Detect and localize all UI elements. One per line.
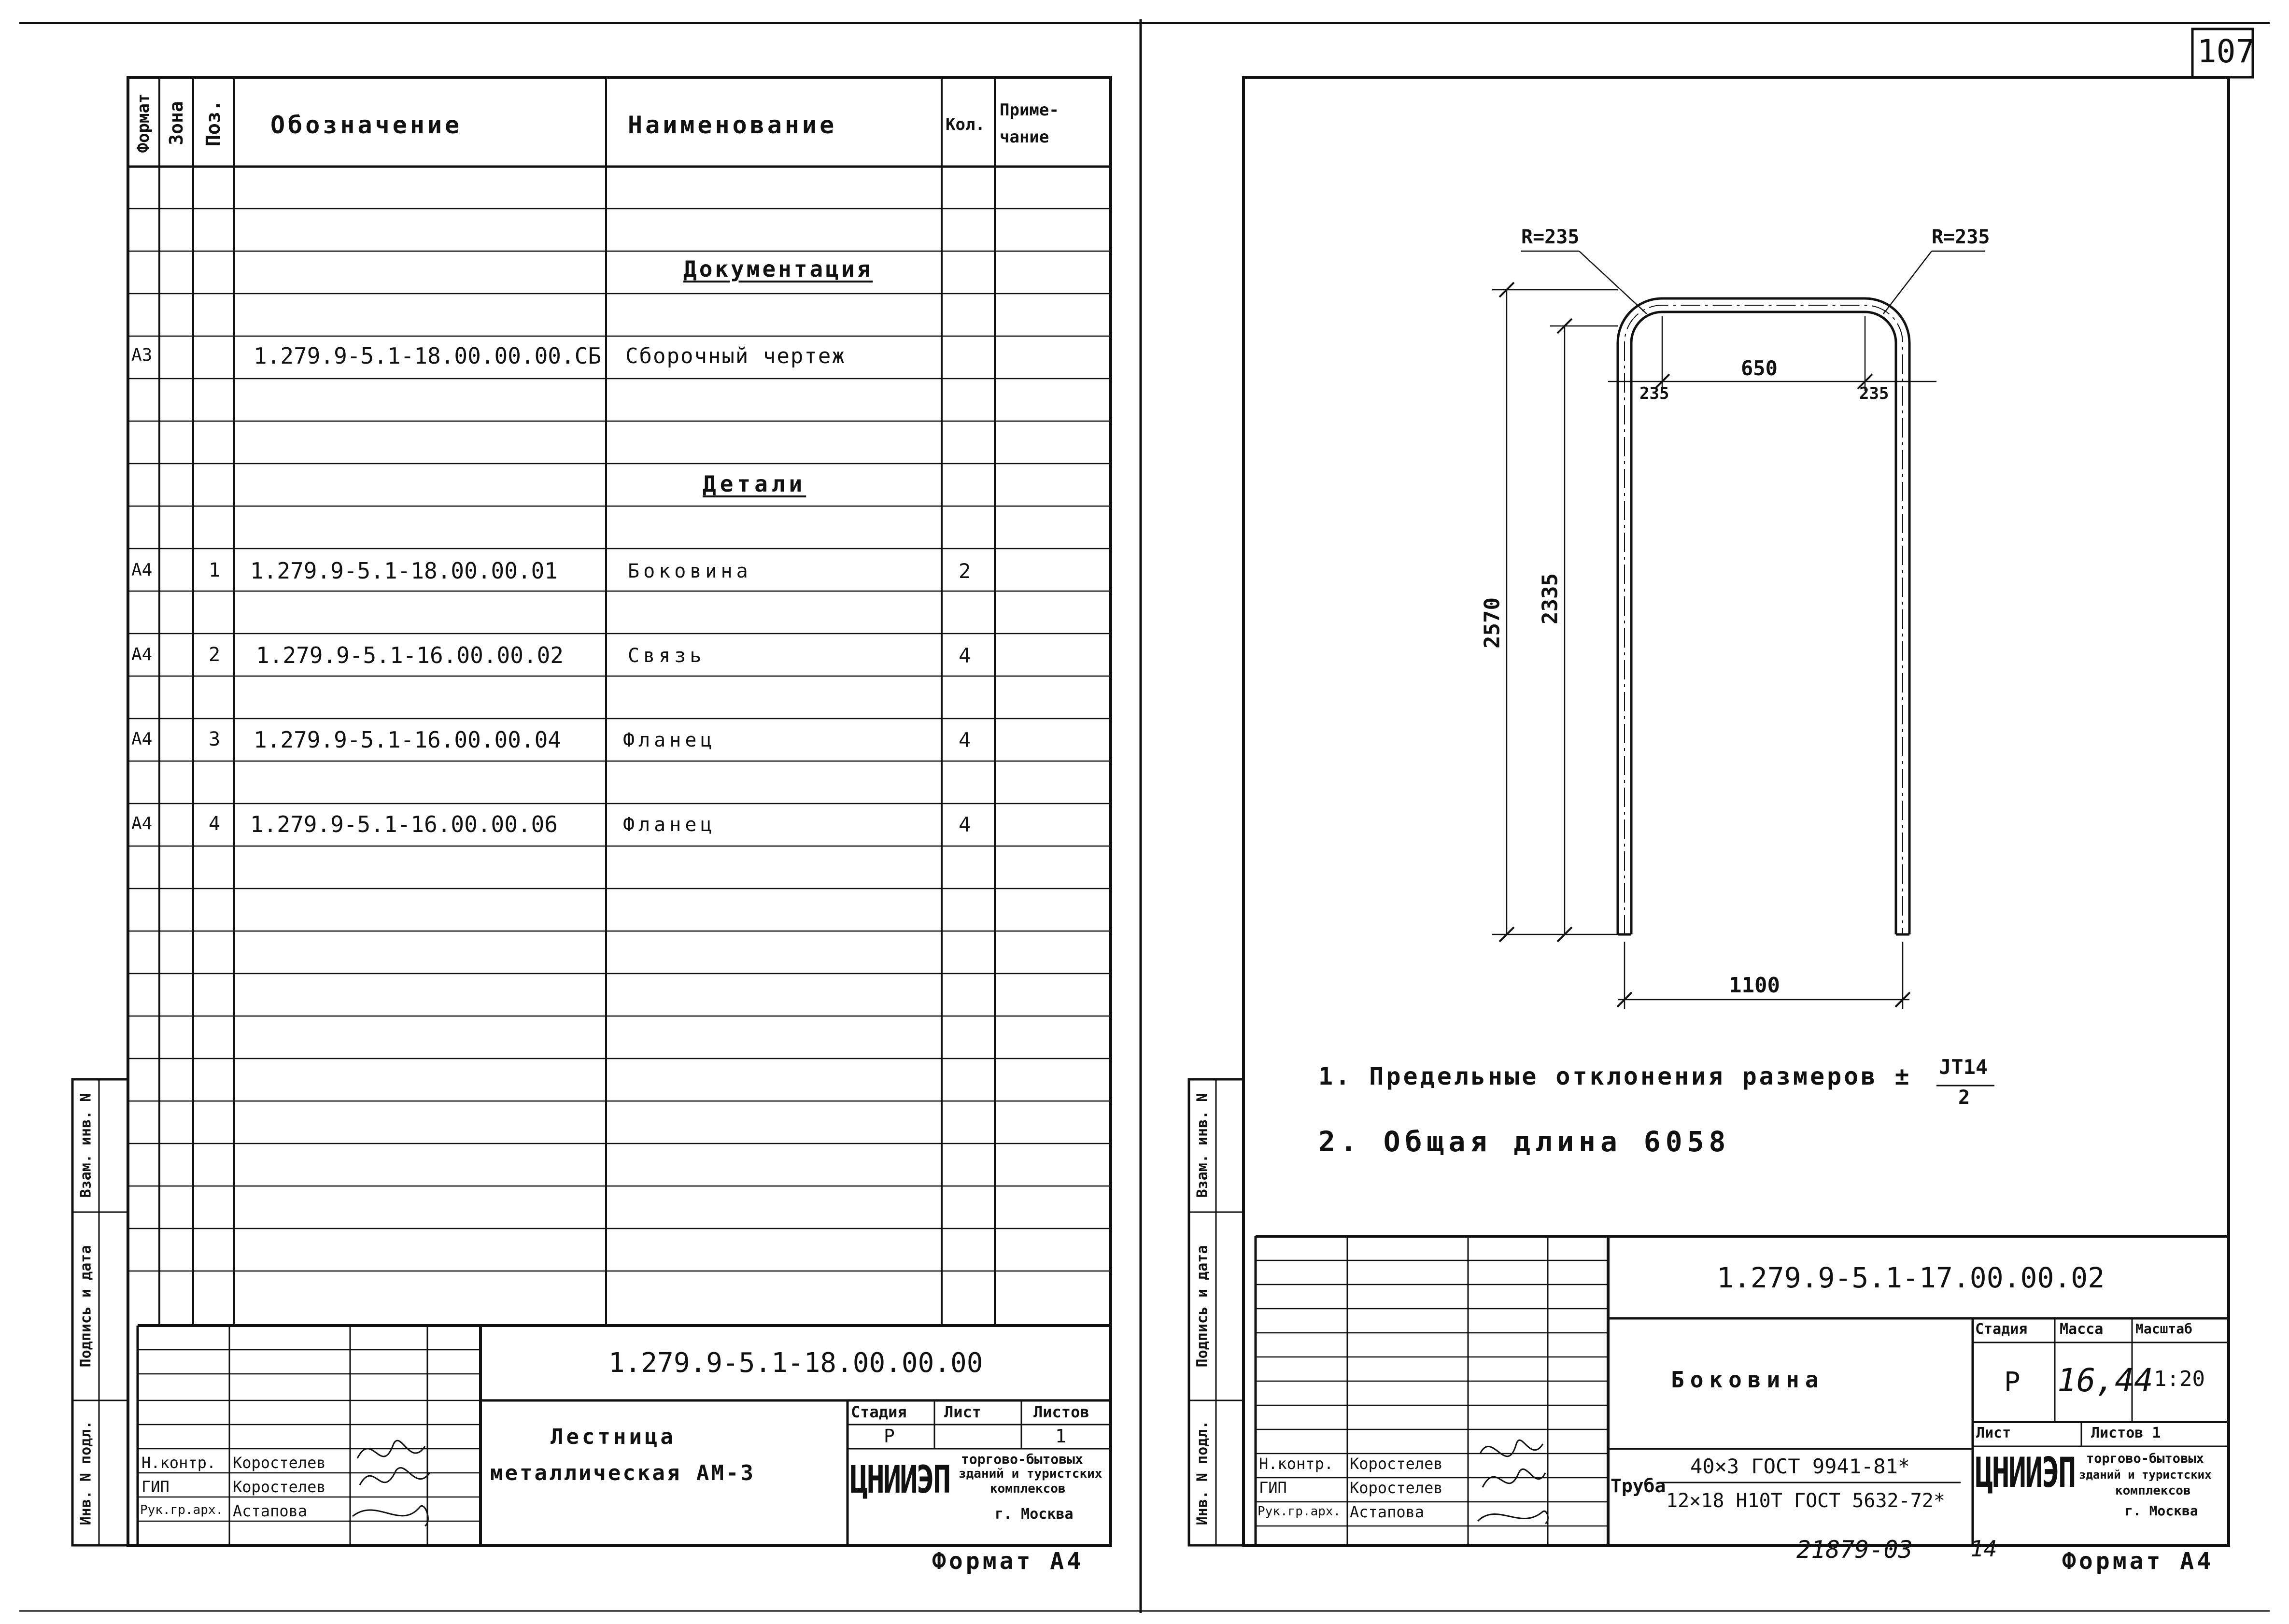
- person-name: Коростелев: [1350, 1479, 1443, 1497]
- stage-label: Стадия: [1975, 1321, 2028, 1338]
- section-documentation: Документация: [683, 256, 873, 282]
- row-pos: 3: [209, 728, 221, 750]
- person-name: Коростелев: [1350, 1455, 1443, 1473]
- header-format: Формат: [134, 93, 153, 153]
- radius-right-label: R=235: [1932, 226, 1990, 248]
- row-pos: 4: [209, 813, 221, 835]
- row-qty: 4: [959, 813, 971, 836]
- page-number: 107: [2197, 33, 2255, 70]
- org-line-4: г. Москва: [995, 1506, 1074, 1523]
- dim-right-offset: 235: [1859, 384, 1889, 403]
- side-label-vzam-inv: Взам. инв. N: [77, 1093, 95, 1198]
- org-line-1: торгово-бытовых: [961, 1451, 1083, 1467]
- person-role: Рук.гр.арх.: [1258, 1504, 1341, 1519]
- section-details: Детали: [703, 471, 806, 497]
- header-name: Наименование: [628, 111, 837, 139]
- dim-straight-height: 2335: [1538, 573, 1563, 624]
- org-line-2: зданий и туристских: [959, 1467, 1102, 1481]
- person-role: Н.контр.: [1259, 1455, 1334, 1473]
- title-block-code: 1.279.9-5.1-18.00.00.00: [608, 1347, 983, 1379]
- scale-label: Масштаб: [2135, 1321, 2193, 1337]
- sheets-label: Листов 1: [2091, 1425, 2161, 1441]
- side-label-podpis-data: Подпись и дата: [1194, 1245, 1211, 1368]
- row-format: А4: [131, 729, 153, 749]
- header-zone: Зона: [166, 101, 187, 145]
- stage-value: Р: [2004, 1367, 2021, 1398]
- dim-left-offset: 235: [1639, 384, 1669, 403]
- title-block-name-1: Лестница: [551, 1425, 676, 1449]
- stamp-sheet: 14: [1970, 1536, 1997, 1562]
- org-line-4: г. Москва: [2125, 1503, 2198, 1519]
- org-logo: ЦНИИЭП: [850, 1458, 950, 1502]
- row-qty: 4: [959, 728, 971, 752]
- dim-inner-width: 650: [1741, 356, 1778, 380]
- row-format: А4: [131, 645, 153, 664]
- row-name: Фланец: [623, 814, 716, 836]
- row-designation: 1.279.9-5.1-16.00.00.02: [256, 642, 564, 668]
- sheet-label: Лист: [1976, 1425, 2011, 1441]
- material-prefix: Труба: [1611, 1475, 1666, 1497]
- side-label-vzam-inv: Взам. инв. N: [1194, 1093, 1211, 1198]
- person-name: Коростелев: [233, 1478, 326, 1496]
- row-format: А3: [131, 345, 153, 365]
- title-block-name: Боковина: [1671, 1367, 1824, 1393]
- side-label-podpis-data: Подпись и дата: [77, 1245, 95, 1368]
- stage-value: Р: [884, 1426, 895, 1447]
- note-2: 2. Общая длина 6058: [1318, 1125, 1731, 1158]
- person-role: ГИП: [141, 1478, 170, 1496]
- row-name: Фланец: [623, 729, 716, 751]
- row-qty: 4: [959, 644, 971, 667]
- row-designation: 1.279.9-5.1-16.00.00.04: [254, 727, 561, 753]
- dim-width: 1100: [1729, 973, 1780, 998]
- person-name: Астапова: [233, 1502, 308, 1520]
- row-format: А4: [131, 814, 153, 833]
- org-line-1: торгово-бытовых: [2086, 1451, 2204, 1466]
- title-block-code: 1.279.9-5.1-17.00.00.02: [1717, 1261, 2105, 1294]
- header-pos: Поз.: [202, 99, 225, 147]
- material-top: 40×3 ГОСТ 9941-81*: [1690, 1455, 1910, 1478]
- format-label: Формат А4: [932, 1548, 1084, 1575]
- sheets-label: Листов: [1033, 1403, 1089, 1421]
- stamp-number: 21879-03: [1796, 1536, 1913, 1564]
- scale-value: 1:20: [2154, 1367, 2205, 1391]
- person-role: Н.контр.: [141, 1454, 216, 1472]
- org-line-3: комплексов: [2115, 1483, 2191, 1498]
- mass-value: 16,44: [2057, 1362, 2153, 1399]
- person-name: Коростелев: [233, 1454, 326, 1472]
- row-name: Связь: [628, 645, 706, 667]
- row-designation: 1.279.9-5.1-18.00.00.00.СБ: [254, 343, 602, 369]
- org-line-3: комплексов: [990, 1482, 1066, 1496]
- format-label: Формат А4: [2062, 1548, 2214, 1575]
- title-block-name-2: металлическая АМ-3: [490, 1461, 755, 1485]
- person-role: ГИП: [1259, 1479, 1287, 1497]
- org-line-2: зданий и туристских: [2079, 1468, 2212, 1482]
- row-qty: 2: [959, 559, 971, 583]
- radius-left-label: R=235: [1521, 226, 1580, 248]
- row-pos: 2: [209, 644, 221, 666]
- note-1-denominator: 2: [1958, 1087, 1970, 1109]
- row-name: Боковина: [628, 560, 752, 582]
- sheet-label: Лист: [944, 1403, 982, 1421]
- row-designation: 1.279.9-5.1-16.00.00.06: [250, 811, 558, 837]
- row-pos: 1: [209, 559, 221, 581]
- note-1-numerator: JT14: [1939, 1055, 1988, 1079]
- material-bottom: 12×18 Н10Т ГОСТ 5632-72*: [1666, 1490, 1945, 1512]
- person-name: Астапова: [1350, 1503, 1425, 1521]
- side-label-inv-podl: Инв. N подл.: [77, 1420, 95, 1525]
- header-designation: Обозначение: [270, 111, 463, 139]
- stage-label: Стадия: [851, 1403, 907, 1421]
- row-name: Сборочный чертеж: [625, 344, 846, 368]
- person-role: Рук.гр.арх.: [140, 1503, 224, 1517]
- dim-total-height: 2570: [1480, 597, 1505, 649]
- header-qty: Кол.: [946, 115, 985, 134]
- org-logo: ЦНИИЭП: [1975, 1449, 2075, 1497]
- note-1: 1. Предельные отклонения размеров ±: [1318, 1062, 1912, 1090]
- side-label-inv-podl: Инв. N подл.: [1194, 1420, 1211, 1525]
- sheets-value: 1: [1055, 1426, 1066, 1447]
- header-note: Приме- чание: [1000, 100, 1059, 147]
- row-designation: 1.279.9-5.1-18.00.00.01: [250, 558, 558, 584]
- mass-label: Масса: [2060, 1321, 2104, 1338]
- row-format: А4: [131, 560, 153, 580]
